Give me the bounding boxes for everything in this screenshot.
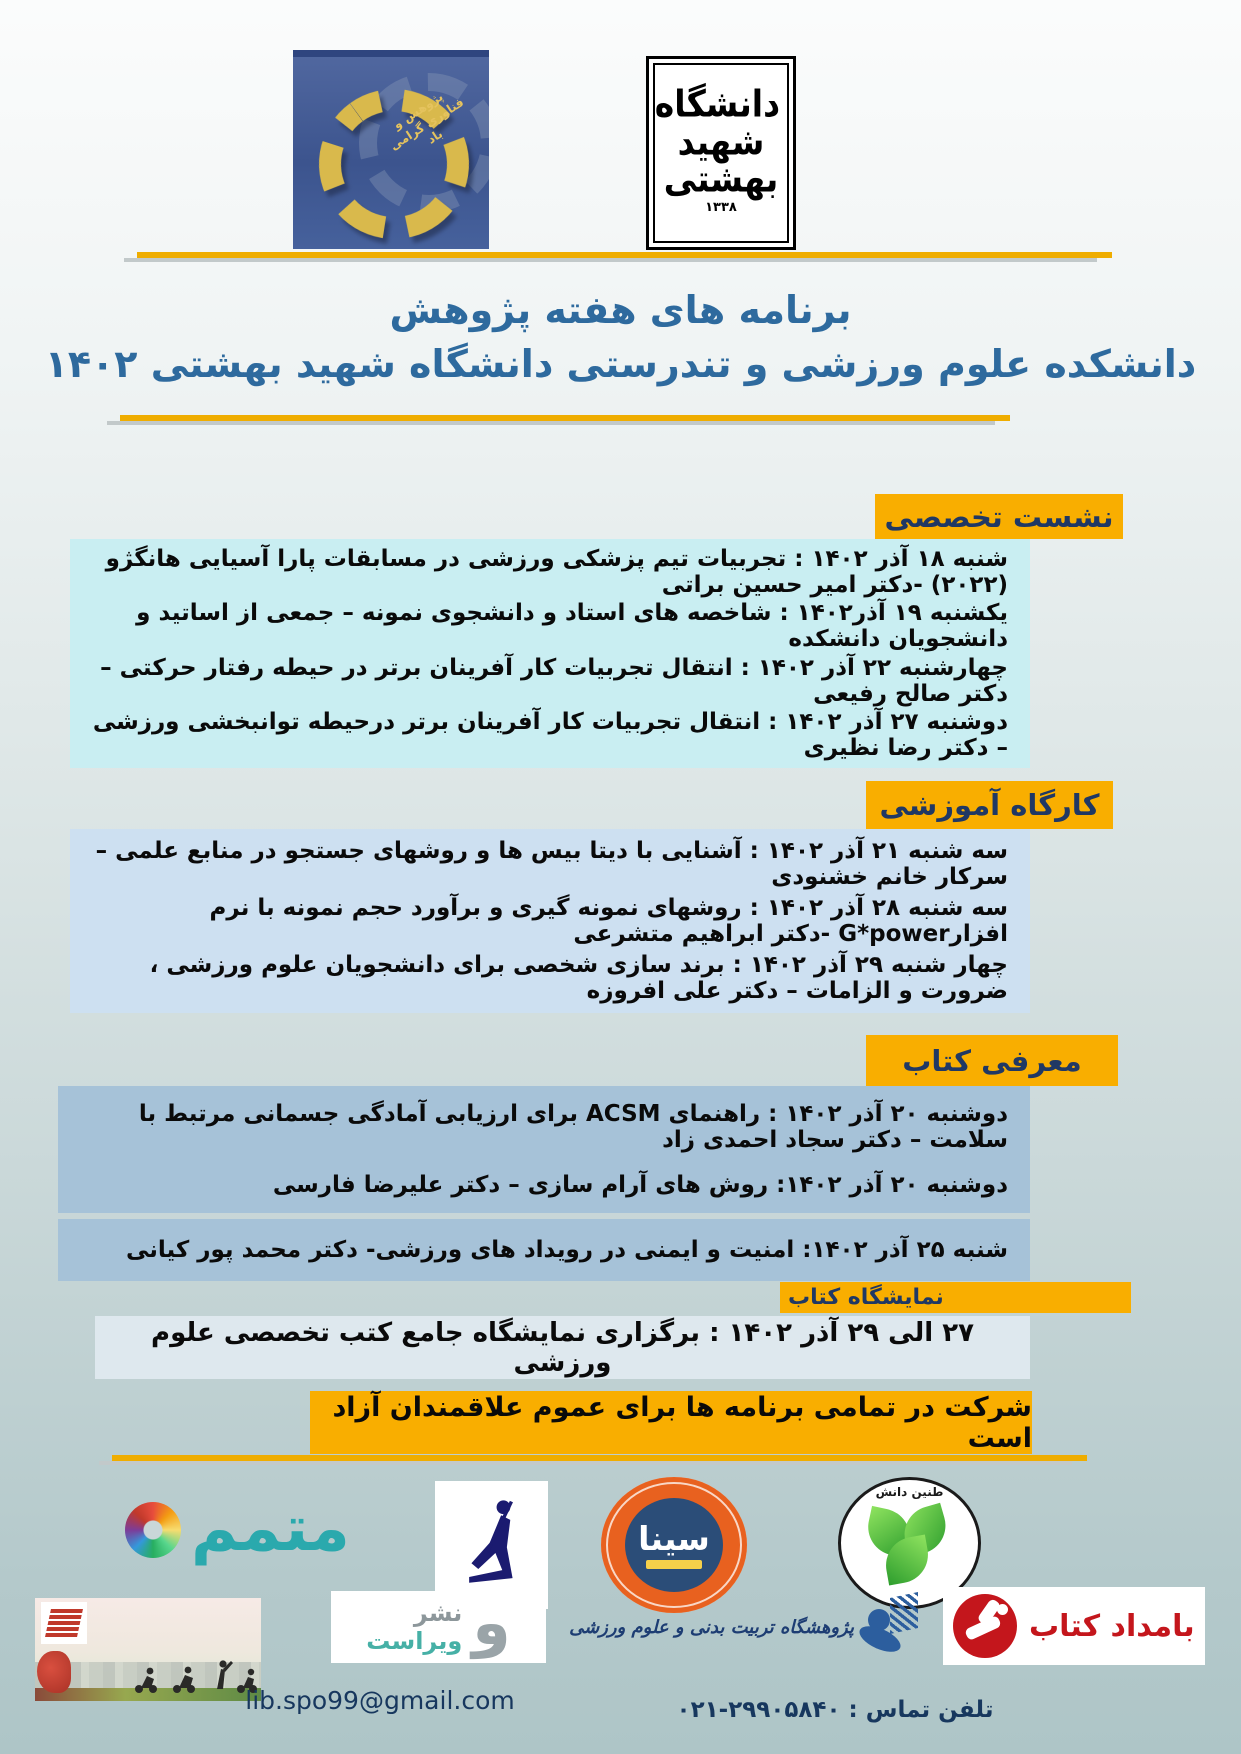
sina-inner-circle (625, 1498, 723, 1592)
flower-icon (125, 1502, 181, 1558)
university-logo (646, 56, 796, 250)
veerast-word-virast: ویراست (366, 1627, 463, 1655)
veerast-word-nashr: نشر (413, 1599, 463, 1627)
sport-research-institute-logo (569, 1585, 920, 1670)
event-item: شنبه ۱۸ آذر ۱۴۰۲ : تجربیات تیم پزشکی ورزشی در مسابقات پارا آسیایی هانگژو (۲۰۲۲) -دکتر امیر حسین براتی (105, 546, 1008, 599)
section-workshops (70, 829, 1030, 1013)
event-item: یکشنبه ۱۹ آذر۱۴۰۲ : شاخصه های استاد و دانشجوی نمونه – جمعی از اساتید و دانشجویان دانشکده (136, 600, 1008, 653)
red-emblem-icon (37, 1651, 71, 1693)
university-logo-text: دانشگاه شهید بهشتی (654, 81, 780, 201)
event-item: دوشنبه ۲۰ آذر ۱۴۰۲: روش های آرام سازی – دکتر علیرضا فارسی (272, 1171, 1008, 1198)
open-participation-notice: شرکت در تمامی برنامه ها برای عموم علاقمندان آزاد است (310, 1391, 1032, 1454)
event-item: دوشنبه ۲۰ آذر ۱۴۰۲ : راهنمای ACSM برای ارزیابی آمادگی جسمانی مرتبط با سلامت – دکتر سجاد احمدی زاد (138, 1101, 1008, 1154)
divider-bottom (112, 1455, 1087, 1461)
contact-email: lib.spo99@gmail.com (245, 1686, 515, 1715)
section-book-exhibition (95, 1316, 1030, 1379)
divider-top (137, 252, 1112, 258)
sport-research-institute-text: پژوهشگاه تربیت بدنی و علوم ورزشی (569, 1617, 854, 1638)
phone-label: تلفن تماس : (848, 1697, 994, 1723)
bamdad-ketab-text: بامداد کتاب (1029, 1608, 1195, 1644)
section-header-book-exhibition: نمایشگاه کتاب (780, 1282, 1131, 1313)
event-item: سه شنبه ۲۱ آذر ۱۴۰۲ : آشنایی با دیتا بیس ها و روشهای جستجو در منابع علمی – سرکار خانم خشنودی (95, 837, 1008, 890)
motamem-logo (125, 1488, 375, 1572)
motamem-logo-text: متمم (191, 1492, 350, 1567)
person-swoosh-icon (858, 1593, 920, 1663)
event-item: شنبه ۲۵ آذر ۱۴۰۲: امنیت و ایمنی در رویداد های ورزشی- دکتر محمد پور کیانی (125, 1237, 1008, 1263)
event-item: دوشنبه ۲۷ آذر ۱۴۰۲ : انتقال تجربیات کار آفرینان برتر درحیطه توانبخشی ورزشی – دکتر رضا نظیری (92, 708, 1008, 761)
bamdad-ketab-logo (943, 1587, 1205, 1665)
veerast-wordmark (366, 1599, 462, 1655)
research-festival-logo (293, 50, 489, 249)
tanin-danesh-logo-text: طنین دانش (875, 1485, 944, 1499)
festival-calligraphy: پژوهش و فناوری گرامی باد (387, 89, 466, 153)
divider-under-title (120, 415, 1010, 421)
poster-title-line2: دانشکده علوم ورزشی و تندرستی دانشگاه شهید بهشتی ۱۴۰۲ (44, 342, 1197, 386)
cycling-banner-logo (35, 1598, 261, 1701)
section-book-introduction-extra (58, 1219, 1030, 1281)
veerast-publishing-logo (331, 1586, 546, 1663)
section-header-specialized-meetings: نشست تخصصی (875, 494, 1123, 539)
event-item: ۲۷ الی ۲۹ آذر ۱۴۰۲ : برگزاری نمایشگاه جامع کتب تخصصی علوم ورزشی (151, 1317, 974, 1378)
section-book-introduction (58, 1086, 1030, 1213)
event-item: چهارشنبه ۲۲ آذر ۱۴۰۲ : انتقال تجربیات کار آفرینان برتر در حیطه رفتار حرکتی – دکتر صالح رفیعی (100, 654, 1008, 707)
sina-logo-text: سینا (638, 1518, 710, 1558)
book-monogram-icon: و (472, 1586, 511, 1660)
cyclists-icon (121, 1655, 257, 1695)
poster-title-line1: برنامه های هفته پژوهش (389, 288, 852, 332)
skater-icon (457, 1497, 527, 1593)
section-header-book-introduction: معرفی کتاب (866, 1035, 1118, 1086)
section-header-workshops: کارگاه آموزشی (866, 781, 1113, 829)
contact-phone (650, 1697, 1020, 1723)
banner-badge-icon (41, 1602, 87, 1644)
runner-icon (953, 1594, 1017, 1658)
university-logo-year: ۱۳۳۸ (705, 199, 737, 215)
sina-accent-bar (646, 1560, 702, 1569)
event-item: چهار شنبه ۲۹ آذر ۱۴۰۲ : برند سازی شخصی برای دانشجویان علوم ورزشی ، ضرورت و الزامات – دکتر علی افروزه (149, 952, 1008, 1005)
event-item: سه شنبه ۲۸ آذر ۱۴۰۲ : روشهای نمونه گیری و برآورد حجم نمونه با نرم افزارG*power -دکتر ابراهیم متشرعی (209, 894, 1008, 947)
section-specialized-meetings (70, 539, 1030, 768)
phone-number: ۰۲۱-۲۹۹۰۵۸۴۰ (676, 1697, 841, 1723)
